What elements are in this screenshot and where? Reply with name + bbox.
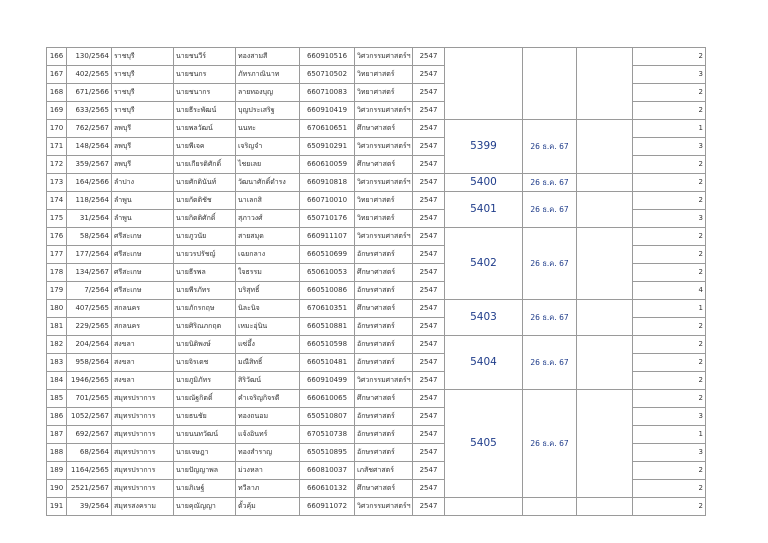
cell-faculty: วิศวกรรมศาสตร์ฯ	[355, 102, 413, 120]
cell-year: 2547	[413, 228, 445, 246]
cell-faculty: วิศวกรรมศาสตร์ฯ	[355, 498, 413, 516]
cell-count: 2	[633, 498, 706, 516]
cell-doc: 407/2565	[67, 300, 112, 318]
cell-count: 2	[633, 354, 706, 372]
cell-name: นายภักรกฤษ	[174, 300, 236, 318]
cell-year: 2547	[413, 84, 445, 102]
form-number: 5400	[445, 174, 523, 192]
form-number	[445, 48, 523, 120]
cell-doc: 1052/2567	[67, 408, 112, 426]
cell-name: นายวรปรัชญ์	[174, 246, 236, 264]
cell-year: 2547	[413, 210, 445, 228]
cell-faculty: วิทยาศาสตร์	[355, 66, 413, 84]
cell-id: 650510807	[300, 408, 355, 426]
cell-id: 650710176	[300, 210, 355, 228]
cell-name: นายธนชัย	[174, 408, 236, 426]
cell-no: 174	[47, 192, 67, 210]
cell-surname: บุญประเสริฐ	[236, 102, 300, 120]
cell-count: 2	[633, 228, 706, 246]
cell-province: ศรีสะเกษ	[112, 282, 174, 300]
issue-date: 26 ธ.ค. 67	[523, 192, 577, 228]
cell-id: 650610053	[300, 264, 355, 282]
cell-no: 183	[47, 354, 67, 372]
cell-doc: 164/2566	[67, 174, 112, 192]
cell-name: นายณัฐกิตติ์	[174, 390, 236, 408]
cell-count: 3	[633, 66, 706, 84]
cell-id: 650910291	[300, 138, 355, 156]
cell-surname: ตั้วคุ้ม	[236, 498, 300, 516]
cell-doc: 701/2565	[67, 390, 112, 408]
cell-count: 1	[633, 426, 706, 444]
cell-doc: 130/2564	[67, 48, 112, 66]
cell-year: 2547	[413, 426, 445, 444]
issue-date: 26 ธ.ค. 67	[523, 120, 577, 174]
cell-faculty: วิศวกรรมศาสตร์ฯ	[355, 228, 413, 246]
cell-name: นายปัญญาพล	[174, 462, 236, 480]
issue-date: 26 ธ.ค. 67	[523, 336, 577, 390]
table-row	[47, 300, 706, 318]
cell-count: 3	[633, 444, 706, 462]
cell-no: 179	[47, 282, 67, 300]
cell-id: 660610132	[300, 480, 355, 498]
cell-province: ราชบุรี	[112, 102, 174, 120]
cell-name: นายชนวีร์	[174, 48, 236, 66]
cell-province: ราชบุรี	[112, 66, 174, 84]
issue-date: 26 ธ.ค. 67	[523, 300, 577, 336]
cell-count: 2	[633, 246, 706, 264]
cell-name: นายเกียรติศักดิ์	[174, 156, 236, 174]
blank-cell	[577, 498, 633, 516]
cell-count: 2	[633, 462, 706, 480]
cell-surname: เหมะอุ่นิน	[236, 318, 300, 336]
cell-surname: แจ้งอินทร์	[236, 426, 300, 444]
cell-count: 3	[633, 210, 706, 228]
cell-name: นายพลวัฒน์	[174, 120, 236, 138]
form-number	[445, 498, 523, 516]
cell-faculty: วิศวกรรมศาสตร์ฯ	[355, 48, 413, 66]
cell-name: นายศักดินันท์	[174, 174, 236, 192]
cell-surname: สายสมุด	[236, 228, 300, 246]
cell-year: 2547	[413, 48, 445, 66]
table-row	[47, 192, 706, 210]
form-number: 5403	[445, 300, 523, 336]
cell-province: ลพบุรี	[112, 156, 174, 174]
cell-year: 2547	[413, 120, 445, 138]
table-row	[47, 336, 706, 354]
cell-province: ศรีสะเกษ	[112, 246, 174, 264]
cell-doc: 58/2564	[67, 228, 112, 246]
cell-name: นายธีรพล	[174, 264, 236, 282]
cell-id: 660610065	[300, 390, 355, 408]
cell-no: 180	[47, 300, 67, 318]
cell-no: 175	[47, 210, 67, 228]
cell-doc: 2521/2567	[67, 480, 112, 498]
cell-doc: 68/2564	[67, 444, 112, 462]
cell-no: 176	[47, 228, 67, 246]
cell-doc: 39/2564	[67, 498, 112, 516]
cell-doc: 177/2564	[67, 246, 112, 264]
cell-surname: นิละนิจ	[236, 300, 300, 318]
cell-doc: 204/2564	[67, 336, 112, 354]
cell-name: นายชนกร	[174, 66, 236, 84]
cell-faculty: ศึกษาศาสตร์	[355, 156, 413, 174]
cell-no: 172	[47, 156, 67, 174]
cell-count: 2	[633, 390, 706, 408]
cell-count: 2	[633, 192, 706, 210]
cell-faculty: อักษรศาสตร์	[355, 318, 413, 336]
cell-province: สงขลา	[112, 372, 174, 390]
cell-faculty: วิทยาศาสตร์	[355, 84, 413, 102]
cell-no: 168	[47, 84, 67, 102]
cell-surname: นนทะ	[236, 120, 300, 138]
cell-year: 2547	[413, 156, 445, 174]
form-number: 5404	[445, 336, 523, 390]
cell-surname: มณีสิทธิ์	[236, 354, 300, 372]
cell-faculty: ศึกษาศาสตร์	[355, 120, 413, 138]
cell-province: สมุทรปราการ	[112, 462, 174, 480]
cell-doc: 134/2567	[67, 264, 112, 282]
cell-id: 660710083	[300, 84, 355, 102]
cell-no: 181	[47, 318, 67, 336]
cell-name: นายศิริณภกฤต	[174, 318, 236, 336]
cell-year: 2547	[413, 318, 445, 336]
cell-province: สมุทรปราการ	[112, 444, 174, 462]
cell-faculty: ศึกษาศาสตร์	[355, 480, 413, 498]
issue-date	[523, 498, 577, 516]
form-number: 5399	[445, 120, 523, 174]
cell-surname: วัฒนาศักดิ์ดำรง	[236, 174, 300, 192]
blank-cell	[577, 48, 633, 120]
blank-cell	[577, 174, 633, 192]
cell-year: 2547	[413, 372, 445, 390]
cell-province: สกลนคร	[112, 318, 174, 336]
cell-province: ศรีสะเกษ	[112, 228, 174, 246]
cell-year: 2547	[413, 390, 445, 408]
cell-surname: เจริญจำ	[236, 138, 300, 156]
cell-surname: ทวีลาภ	[236, 480, 300, 498]
table-row	[47, 390, 706, 408]
cell-id: 650510895	[300, 444, 355, 462]
cell-count: 1	[633, 120, 706, 138]
blank-cell	[577, 228, 633, 300]
issue-date: 26 ธ.ค. 67	[523, 390, 577, 498]
cell-province: สงขลา	[112, 354, 174, 372]
blank-cell	[577, 300, 633, 336]
cell-count: 2	[633, 372, 706, 390]
cell-name: นายพีเจค	[174, 138, 236, 156]
cell-count: 2	[633, 156, 706, 174]
cell-count: 2	[633, 264, 706, 282]
cell-name: นายธีระพัฒน์	[174, 102, 236, 120]
cell-no: 189	[47, 462, 67, 480]
cell-count: 2	[633, 174, 706, 192]
cell-id: 660810037	[300, 462, 355, 480]
cell-province: ลำพูน	[112, 210, 174, 228]
cell-province: สกลนคร	[112, 300, 174, 318]
cell-count: 3	[633, 408, 706, 426]
cell-doc: 31/2564	[67, 210, 112, 228]
cell-year: 2547	[413, 282, 445, 300]
cell-id: 670610351	[300, 300, 355, 318]
cell-doc: 692/2567	[67, 426, 112, 444]
cell-province: ลำพูน	[112, 192, 174, 210]
cell-no: 169	[47, 102, 67, 120]
cell-year: 2547	[413, 498, 445, 516]
cell-count: 2	[633, 318, 706, 336]
form-number: 5401	[445, 192, 523, 228]
cell-province: สงขลา	[112, 336, 174, 354]
cell-name: นายพีรภัทร	[174, 282, 236, 300]
cell-doc: 633/2565	[67, 102, 112, 120]
cell-doc: 1164/2565	[67, 462, 112, 480]
cell-id: 660710010	[300, 192, 355, 210]
cell-name: นายภิเษฐ์	[174, 480, 236, 498]
cell-faculty: ศึกษาศาสตร์	[355, 264, 413, 282]
cell-year: 2547	[413, 174, 445, 192]
cell-year: 2547	[413, 246, 445, 264]
cell-year: 2547	[413, 480, 445, 498]
cell-no: 190	[47, 480, 67, 498]
cell-faculty: อักษรศาสตร์	[355, 444, 413, 462]
cell-id: 660510086	[300, 282, 355, 300]
cell-count: 2	[633, 48, 706, 66]
cell-faculty: วิทยาศาสตร์	[355, 210, 413, 228]
blank-cell	[577, 120, 633, 174]
cell-id: 660510699	[300, 246, 355, 264]
cell-name: นายนนทวัฒน์	[174, 426, 236, 444]
cell-no: 173	[47, 174, 67, 192]
cell-count: 2	[633, 336, 706, 354]
cell-count: 2	[633, 480, 706, 498]
cell-surname: บริสุทธิ์	[236, 282, 300, 300]
cell-count: 3	[633, 138, 706, 156]
cell-count: 1	[633, 300, 706, 318]
cell-faculty: ศึกษาศาสตร์	[355, 390, 413, 408]
cell-year: 2547	[413, 336, 445, 354]
cell-surname: ทองถนอม	[236, 408, 300, 426]
table-row	[47, 120, 706, 138]
cell-id: 660610059	[300, 156, 355, 174]
cell-name: นายนิติพงษ์	[174, 336, 236, 354]
cell-year: 2547	[413, 462, 445, 480]
cell-year: 2547	[413, 264, 445, 282]
cell-no: 184	[47, 372, 67, 390]
issue-date	[523, 48, 577, 120]
cell-id: 650710502	[300, 66, 355, 84]
cell-doc: 402/2565	[67, 66, 112, 84]
cell-doc: 958/2564	[67, 354, 112, 372]
cell-year: 2547	[413, 444, 445, 462]
cell-no: 186	[47, 408, 67, 426]
cell-name: นายภูวนัย	[174, 228, 236, 246]
cell-faculty: เภสัชศาสตร์	[355, 462, 413, 480]
cell-name: นายภูมิภัทร	[174, 372, 236, 390]
cell-surname: ใจธรรม	[236, 264, 300, 282]
cell-province: ราชบุรี	[112, 48, 174, 66]
cell-province: สมุทรปราการ	[112, 408, 174, 426]
form-number: 5402	[445, 228, 523, 300]
cell-surname: สุภาวงศ์	[236, 210, 300, 228]
cell-name: นายคุณัญญา	[174, 498, 236, 516]
table-row	[47, 498, 706, 516]
cell-doc: 762/2567	[67, 120, 112, 138]
cell-surname: เฉยกลาง	[236, 246, 300, 264]
cell-no: 177	[47, 246, 67, 264]
blank-cell	[577, 192, 633, 228]
cell-id: 660510481	[300, 354, 355, 372]
cell-year: 2547	[413, 102, 445, 120]
cell-name: นายกิตติศักดิ์	[174, 210, 236, 228]
cell-faculty: วิทยาศาสตร์	[355, 192, 413, 210]
cell-id: 660910499	[300, 372, 355, 390]
cell-id: 660510881	[300, 318, 355, 336]
cell-year: 2547	[413, 66, 445, 84]
cell-year: 2547	[413, 408, 445, 426]
cell-year: 2547	[413, 192, 445, 210]
cell-year: 2547	[413, 354, 445, 372]
cell-surname: คำเจริญกิจรดี	[236, 390, 300, 408]
table-row	[47, 48, 706, 66]
issue-date: 26 ธ.ค. 67	[523, 174, 577, 192]
cell-name: นายจิรเดช	[174, 354, 236, 372]
cell-faculty: อักษรศาสตร์	[355, 336, 413, 354]
cell-id: 660910419	[300, 102, 355, 120]
cell-province: ราชบุรี	[112, 84, 174, 102]
cell-year: 2547	[413, 300, 445, 318]
cell-no: 188	[47, 444, 67, 462]
cell-no: 166	[47, 48, 67, 66]
cell-province: ศรีสะเกษ	[112, 264, 174, 282]
cell-no: 178	[47, 264, 67, 282]
cell-faculty: อักษรศาสตร์	[355, 282, 413, 300]
cell-faculty: วิศวกรรมศาสตร์ฯ	[355, 372, 413, 390]
cell-doc: 118/2564	[67, 192, 112, 210]
cell-count: 4	[633, 282, 706, 300]
cell-name: นายชนากร	[174, 84, 236, 102]
cell-doc: 671/2566	[67, 84, 112, 102]
cell-id: 670510738	[300, 426, 355, 444]
cell-province: ลำปาง	[112, 174, 174, 192]
cell-province: สมุทรปราการ	[112, 480, 174, 498]
cell-surname: ลายทองบุญ	[236, 84, 300, 102]
cell-faculty: อักษรศาสตร์	[355, 354, 413, 372]
cell-id: 660510598	[300, 336, 355, 354]
cell-surname: สิริวัฒน์	[236, 372, 300, 390]
cell-faculty: ศึกษาศาสตร์	[355, 300, 413, 318]
form-number: 5405	[445, 390, 523, 498]
cell-name: นายเจษฎา	[174, 444, 236, 462]
cell-surname: ไชยเลย	[236, 156, 300, 174]
cell-no: 185	[47, 390, 67, 408]
cell-faculty: วิศวกรรมศาสตร์ฯ	[355, 138, 413, 156]
cell-province: ลพบุรี	[112, 138, 174, 156]
cell-count: 2	[633, 84, 706, 102]
cell-no: 170	[47, 120, 67, 138]
table-row	[47, 228, 706, 246]
cell-id: 660911072	[300, 498, 355, 516]
cell-surname: นาเลกสิ	[236, 192, 300, 210]
cell-no: 167	[47, 66, 67, 84]
records-table	[46, 47, 706, 516]
cell-id: 670610651	[300, 120, 355, 138]
cell-id: 660910516	[300, 48, 355, 66]
cell-surname: ทองสามสี	[236, 48, 300, 66]
cell-count: 2	[633, 102, 706, 120]
cell-faculty: อักษรศาสตร์	[355, 246, 413, 264]
cell-province: สมุทรปราการ	[112, 390, 174, 408]
cell-id: 660910818	[300, 174, 355, 192]
cell-no: 191	[47, 498, 67, 516]
cell-faculty: วิศวกรรมศาสตร์ฯ	[355, 174, 413, 192]
cell-surname: ทองสำราญ	[236, 444, 300, 462]
cell-no: 187	[47, 426, 67, 444]
cell-doc: 7/2564	[67, 282, 112, 300]
cell-doc: 148/2564	[67, 138, 112, 156]
blank-cell	[577, 390, 633, 498]
cell-province: ลพบุรี	[112, 120, 174, 138]
cell-doc: 1946/2565	[67, 372, 112, 390]
cell-name: นายกัตติชัช	[174, 192, 236, 210]
blank-cell	[577, 336, 633, 390]
table-row	[47, 174, 706, 192]
issue-date: 26 ธ.ค. 67	[523, 228, 577, 300]
cell-surname: แซ่อึ้ง	[236, 336, 300, 354]
cell-no: 171	[47, 138, 67, 156]
cell-id: 660911107	[300, 228, 355, 246]
cell-no: 182	[47, 336, 67, 354]
cell-surname: ม่วงหลา	[236, 462, 300, 480]
cell-year: 2547	[413, 138, 445, 156]
cell-province: สมุทรปราการ	[112, 426, 174, 444]
cell-faculty: อักษรศาสตร์	[355, 426, 413, 444]
cell-doc: 359/2567	[67, 156, 112, 174]
cell-surname: ภัทรภาณินาท	[236, 66, 300, 84]
cell-province: สมุทรสงคราม	[112, 498, 174, 516]
cell-doc: 229/2565	[67, 318, 112, 336]
cell-faculty: อักษรศาสตร์	[355, 408, 413, 426]
